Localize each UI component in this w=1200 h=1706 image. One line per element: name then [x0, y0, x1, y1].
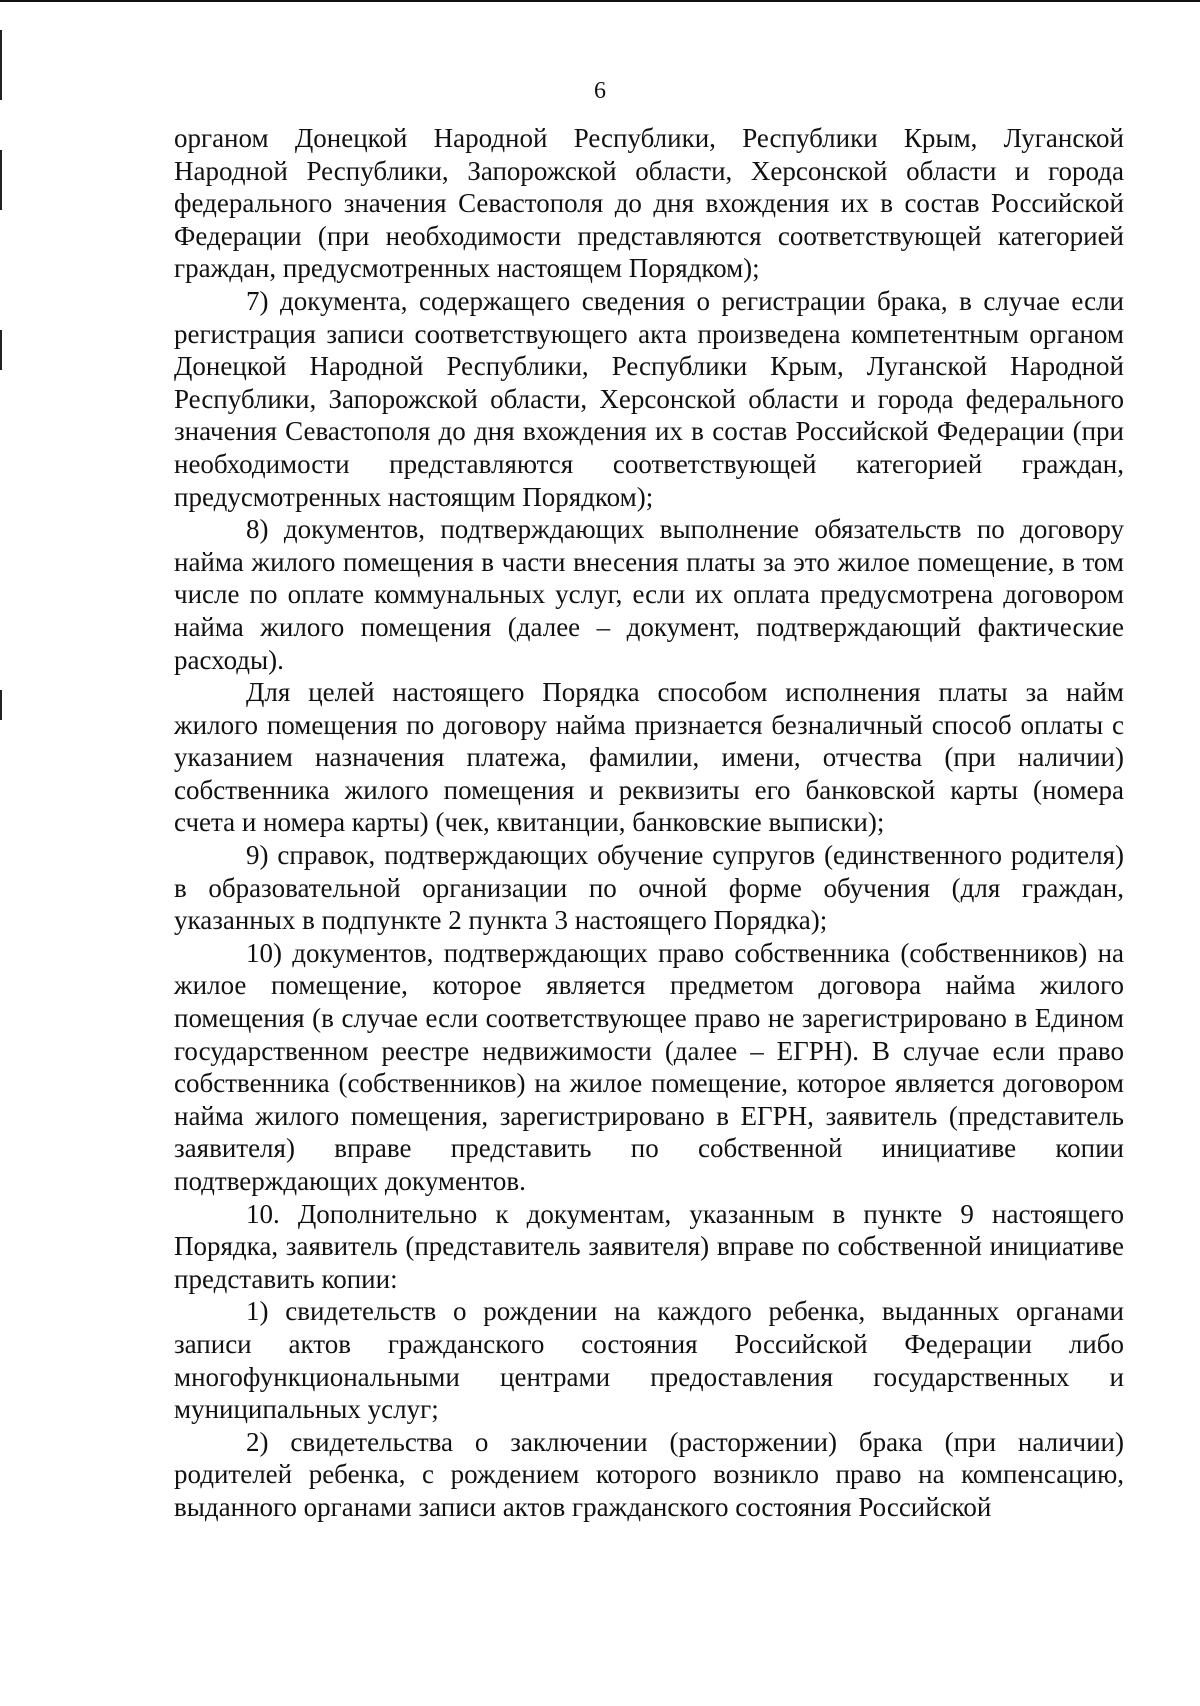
scan-left-edge-marks [0, 0, 3, 1706]
paragraph-item-7: 7) документа, содержащего сведения о регистрации брака, в случае если регистрация записи соответствующего акта произведена компетентным органом Донецкой Народной Республики, Республики Крым, Луганской Народной Республики, Запорожской области, Херсонской области и города федерального значения Севастополя до дня вхождения их в состав Российской Федерации (при необходимости представляются соответствующей категорией граждан, предусмотренных настоящим Порядком); [174, 285, 1124, 512]
paragraph-subitem-1: 1) свидетельств о рождении на каждого ребенка, выданных органами записи актов гражданского состояния Российской Федерации либо многофункциональными центрами предоставления государственных и муниципальных услуг; [174, 1296, 1124, 1425]
paragraph-subitem-2: 2) свидетельства о заключении (расторжении) брака (при наличии) родителей ребенка, с рождением которого возникло право на компенсацию, выданного органами записи актов гражданского состояния Российской [174, 1426, 1124, 1522]
page-number: 6 [594, 78, 606, 104]
paragraph-item-10: 10) документов, подтверждающих право собственника (собственников) на жилое помещение, которое является предметом договора найма жилого помещения (в случае если соответствующее право не зарегистрировано в Едином государственном реестре недвижимости (далее – ЕГРН). В случае если право собственника (собственников) на жилое помещение, которое является договором найма жилого помещения, зарегистрировано в ЕГРН, заявитель (представитель заявителя) вправе представить по собственной инициативе копии подтверждающих документов. [174, 937, 1124, 1196]
paragraph-item-8: 8) документов, подтверждающих выполнение обязательств по договору найма жилого помещения в части внесения платы за это жилое помещение, в том числе по оплате коммунальных услуг, если их оплата предусмотрена договором найма жилого помещения (далее – документ, подтверждающий фактические расходы). [174, 514, 1124, 675]
document-body [174, 122, 1124, 1524]
paragraph-item-9: 9) справок, подтверждающих обучение супругов (единственного родителя) в образовательной организации по очной форме обучения (для граждан, указанных в подпункте 2 пункта 3 настоящего Порядка); [174, 840, 1124, 936]
scan-top-border [0, 0, 1200, 2]
paragraph-continuation: органом Донецкой Народной Республики, Республики Крым, Луганской Народной Республики, Запорожской области, Херсонской области и города федерального значения Севастополя до дня вхождения их в состав Российской Федерации (при необходимости представляются соответствующей категорией граждан, предусмотренных настоящем Порядком); [174, 123, 1124, 284]
paragraph-section-10: 10. Дополнительно к документам, указанным в пункте 9 настоящего Порядка, заявитель (представитель заявителя) вправе по собственной инициативе представить копии: [174, 1198, 1124, 1294]
paragraph-payment-method: Для целей настоящего Порядка способом исполнения платы за найм жилого помещения по договору найма признается безналичный способ оплаты с указанием назначения платежа, фамилии, имени, отчества (при наличии) собственника жилого помещения и реквизиты его банковской карты (номера счета и номера карты) (чек, квитанции, банковские выписки); [174, 677, 1124, 838]
